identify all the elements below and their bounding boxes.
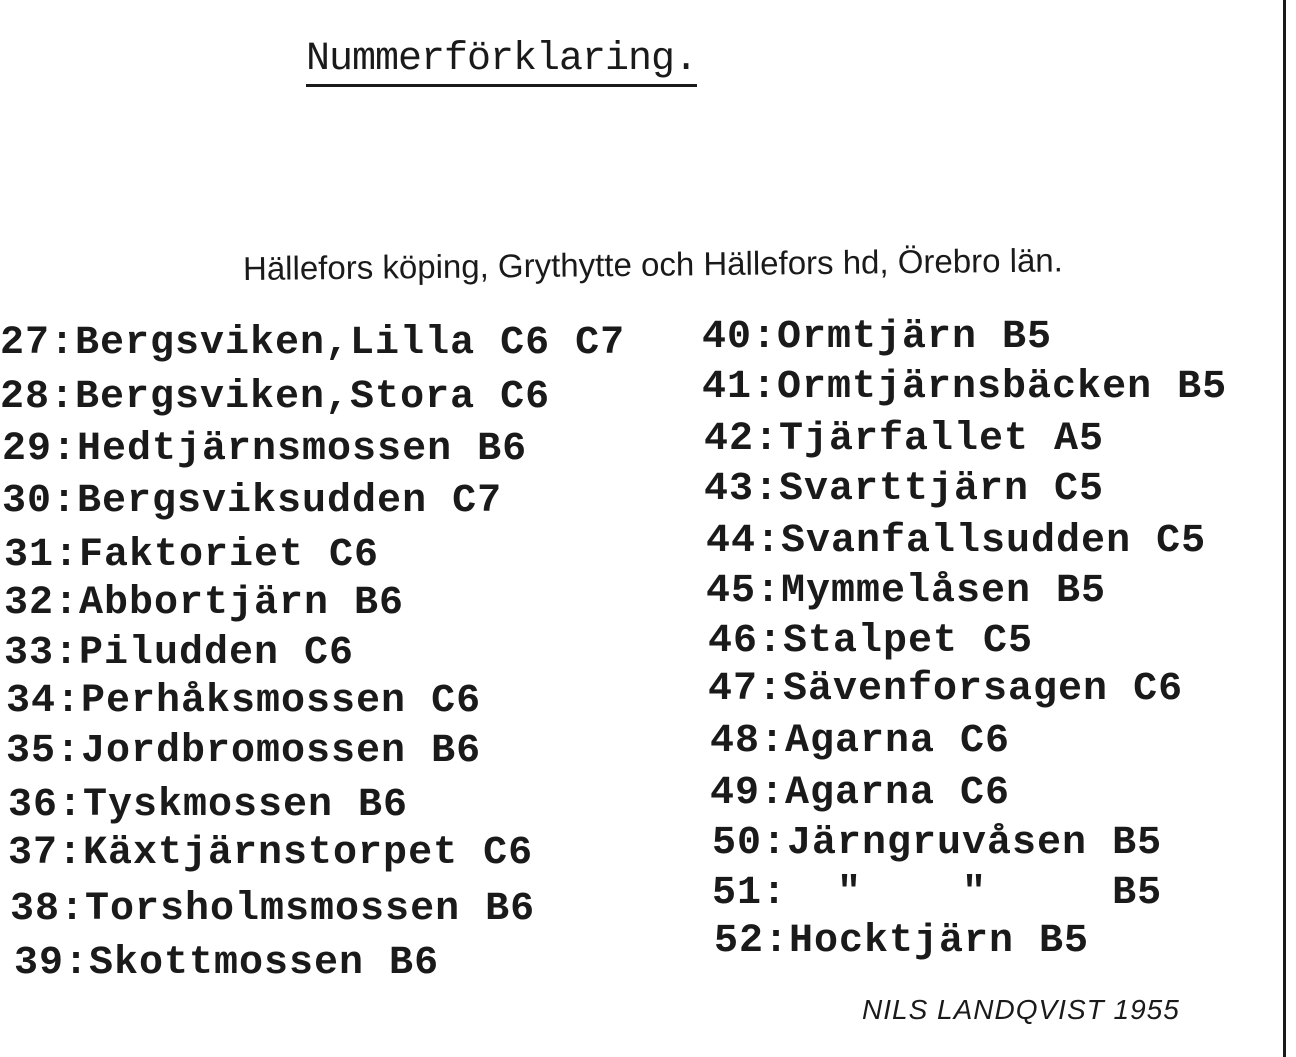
list-item: 42:Tjärfallet A5: [704, 417, 1105, 462]
list-item: 31:Faktoriet C6: [4, 533, 380, 578]
author-signature: NILS LANDQVIST 1955: [862, 994, 1180, 1025]
list-item: 32:Abbortjärn B6: [4, 581, 405, 626]
list-item: 44:Svanfallsudden C5: [706, 519, 1207, 564]
list-item: 46:Stalpet C5: [708, 619, 1034, 664]
list-item: 39:Skottmossen B6: [14, 941, 440, 986]
list-item: 29:Hedtjärnsmossen B6: [2, 427, 528, 472]
list-item: 35:Jordbromossen B6: [6, 729, 482, 774]
page-edge-line: [1283, 0, 1286, 1057]
location-subtitle: Hällefors köping, Grythytte och Hällefors hd, Örebro län.: [242, 241, 1064, 287]
list-item: 45:Mymmelåsen B5: [706, 569, 1107, 614]
list-item: 49:Agarna C6: [710, 771, 1011, 816]
list-item: 47:Sävenforsagen C6: [708, 667, 1184, 712]
list-item: 28:Bergsviken,Stora C6: [0, 375, 551, 420]
list-item: 27:Bergsviken,Lilla C6 C7: [0, 321, 626, 366]
list-item: 52:Hocktjärn B5: [714, 919, 1090, 964]
list-item: 34:Perhåksmossen C6: [6, 679, 482, 724]
list-item: 37:Käxtjärnstorpet C6: [8, 831, 534, 876]
list-item: 33:Piludden C6: [4, 631, 355, 676]
page-title: Nummerförklaring.: [306, 38, 697, 87]
list-item: 40:Ormtjärn B5: [702, 315, 1053, 360]
list-item: 38:Torsholmsmossen B6: [10, 887, 536, 932]
list-item: 43:Svarttjärn C5: [704, 467, 1105, 512]
list-item: 36:Tyskmossen B6: [8, 783, 409, 828]
list-item: 41:Ormtjärnsbäcken B5: [702, 365, 1228, 410]
list-item: 48:Agarna C6: [710, 719, 1011, 764]
list-item: 50:Järngruvåsen B5: [712, 821, 1163, 866]
list-item: 30:Bergsviksudden C7: [2, 479, 503, 524]
list-item: 51: " " B5: [712, 871, 1163, 916]
